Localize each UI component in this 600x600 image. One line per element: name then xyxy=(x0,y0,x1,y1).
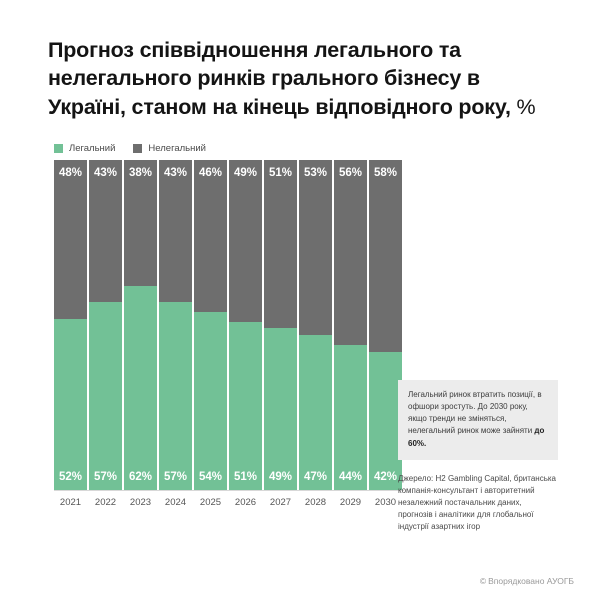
x-axis-label-2024: 2024 xyxy=(164,497,187,509)
bar-label-illegal: 38% xyxy=(128,167,153,180)
bar-2022 xyxy=(89,160,122,490)
side-panel xyxy=(398,380,558,534)
source-note: Джерело: H2 Gambling Capital, британська компанія-консультант і авторитетний незалежний постачальник даних, прогнозів і аналітики для глобальної індустрії азартних ігор xyxy=(398,473,556,532)
bar-2023 xyxy=(124,160,157,490)
x-axis-label-2021: 2021 xyxy=(59,497,82,509)
note-box xyxy=(398,380,558,460)
chart-legend xyxy=(54,143,572,154)
x-axis-label-2030: 2030 xyxy=(374,497,397,509)
bar-segment-legal xyxy=(334,345,367,490)
bar-2026 xyxy=(229,160,262,490)
bar-segment-legal xyxy=(124,286,157,491)
bar-label-legal: 42% xyxy=(373,471,398,484)
copyright-symbol: © xyxy=(479,576,487,586)
bar-segment-illegal xyxy=(89,160,122,302)
bar-segment-legal xyxy=(89,302,122,490)
bar-label-legal: 54% xyxy=(198,471,223,484)
bar-segment-illegal xyxy=(124,160,157,285)
bar-segment-illegal xyxy=(194,160,227,312)
bar-2025 xyxy=(194,160,227,490)
legend-swatch-legal xyxy=(54,144,63,153)
bar-segment-illegal xyxy=(264,160,297,328)
bar-segment-legal xyxy=(299,335,332,490)
bar-label-illegal: 43% xyxy=(93,167,118,180)
legend-swatch-illegal xyxy=(133,144,142,153)
footer-credit xyxy=(480,576,574,586)
bar-segment-legal xyxy=(194,312,227,490)
legend-label-legal: Легальний xyxy=(69,143,116,155)
page-title xyxy=(48,36,558,121)
note-text: Легальний ринок втратить позиції, в офшори зростуть. До 2030 року, якщо тренди не зміняться, нелегальний ринок може зайняти xyxy=(408,390,542,436)
bar-segment-illegal xyxy=(229,160,262,322)
bar-segment-legal xyxy=(229,322,262,490)
bar-label-legal: 57% xyxy=(163,471,188,484)
bar-label-illegal: 51% xyxy=(268,167,293,180)
legend-item-legal xyxy=(54,143,115,154)
bar-label-illegal: 56% xyxy=(338,167,363,180)
x-axis-label-2028: 2028 xyxy=(304,497,327,509)
bar-segment-illegal xyxy=(369,160,402,351)
bar-label-legal: 44% xyxy=(338,471,363,484)
bar-label-legal: 47% xyxy=(303,471,328,484)
bar-label-legal: 52% xyxy=(58,471,83,484)
stacked-bar-chart xyxy=(54,160,404,490)
bar-segment-illegal xyxy=(299,160,332,335)
x-axis-label-2026: 2026 xyxy=(234,497,257,509)
bar-2024 xyxy=(159,160,192,490)
x-axis-label-2029: 2029 xyxy=(339,497,362,509)
legend-label-illegal: Нелегальний xyxy=(148,143,206,155)
bar-label-illegal: 48% xyxy=(58,167,83,180)
bar-label-illegal: 53% xyxy=(303,167,328,180)
bar-label-legal: 49% xyxy=(268,471,293,484)
bar-segment-legal xyxy=(264,328,297,490)
bar-2028 xyxy=(299,160,332,490)
bar-group xyxy=(54,160,404,490)
bar-2027 xyxy=(264,160,297,490)
footer-text: Впорядковано АУОГБ xyxy=(488,576,574,586)
bar-segment-illegal xyxy=(159,160,192,302)
x-axis-line xyxy=(54,490,404,491)
bar-label-legal: 51% xyxy=(233,471,258,484)
bar-segment-legal xyxy=(54,319,87,491)
bar-label-legal: 57% xyxy=(93,471,118,484)
x-axis-label-2027: 2027 xyxy=(269,497,292,509)
bar-label-illegal: 58% xyxy=(373,167,398,180)
note-highlight: до 60%. xyxy=(408,426,545,448)
page-title-suffix: % xyxy=(516,94,536,119)
x-axis-label-2025: 2025 xyxy=(199,497,222,509)
bar-segment-illegal xyxy=(54,160,87,318)
bar-label-legal: 62% xyxy=(128,471,153,484)
bar-label-illegal: 49% xyxy=(233,167,258,180)
bar-label-illegal: 43% xyxy=(163,167,188,180)
x-axis-label-2022: 2022 xyxy=(94,497,117,509)
page-title-main: Прогноз співвідношення легального та нелегального ринків грального бізнесу в Україні, станом на кінець відповідного року, xyxy=(48,38,511,119)
bar-2029 xyxy=(334,160,367,490)
bar-segment-legal xyxy=(159,302,192,490)
legend-item-illegal xyxy=(133,143,206,154)
bar-segment-illegal xyxy=(334,160,367,345)
x-axis-label-2023: 2023 xyxy=(129,497,152,509)
bar-2021 xyxy=(54,160,87,490)
bar-label-illegal: 46% xyxy=(198,167,223,180)
